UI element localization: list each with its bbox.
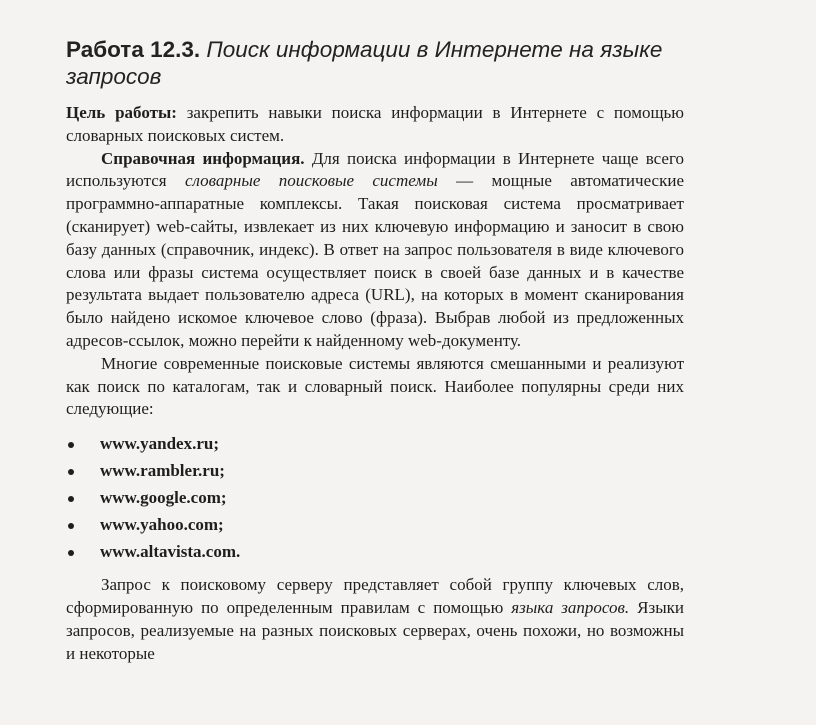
- goal-text: закрепить навыки поиска информации в Интернете с помощью словарных поисковых систем.: [66, 103, 684, 145]
- list-item: [66, 457, 684, 484]
- query-text-after: Языки запросов, реализуемые на разных поисковых серверах, очень похожи, но возможны и некоторые: [66, 597, 685, 663]
- mixed-search-paragraph: Многие современные поисковые системы являются смешанными и реализуют как поиск по каталогам, так и словарный поиск. Наиболее популярны среди них следующие:: [66, 353, 684, 419]
- document-body: [66, 102, 684, 665]
- bullet-icon: [68, 442, 74, 448]
- list-item: [66, 511, 684, 538]
- engine-url: www.yahoo.com;: [100, 515, 224, 535]
- reference-text-after: — мощные автоматические программно-аппаратные комплексы. Такая поисковая система просматривает (сканирует) web-сайты, извлекает из них ключевую информацию и заносит в свою базу данных (справочник, индекс). В ответ на запрос пользователя в виде ключевого слова или фразы система осуществляет поиск в своей базе данных и в качестве результата выдает пользователю адреса (URL), на которых в момент сканирования было найдено искомое ключевое слово (фраза). Выбрав любой из предложенных адресов-ссылок, можно перейти к найденному web-документу.: [66, 171, 684, 350]
- reference-term: словарные поисковые системы: [184, 171, 438, 191]
- work-number: Работа 12.3.: [66, 37, 201, 62]
- bullet-icon: [68, 523, 74, 529]
- engine-url: www.rambler.ru;: [100, 461, 225, 481]
- query-text-before: Запрос к поисковому серверу представляет собой группу ключевых слов, сформированную по определенным правилам с помощью: [66, 575, 684, 617]
- query-term: языка запросов.: [511, 597, 630, 617]
- section-heading: [66, 36, 706, 90]
- reference-text-before: Для поиска информации в Интернете чаще всего используются: [66, 148, 685, 191]
- bullet-icon: [68, 496, 74, 502]
- bullet-icon: [68, 469, 74, 475]
- engine-url: www.google.com;: [100, 488, 227, 508]
- query-paragraph: [66, 574, 684, 665]
- goal-paragraph: [66, 102, 684, 148]
- work-title: Поиск информации в Интернете на языке запросов: [66, 37, 663, 89]
- goal-label: Цель работы:: [66, 103, 177, 122]
- reference-paragraph: [66, 148, 684, 353]
- list-item: [66, 538, 684, 565]
- list-item: [66, 484, 684, 511]
- engine-url: www.altavista.com.: [100, 542, 241, 562]
- engine-url: www.yandex.ru;: [100, 434, 220, 454]
- bullet-icon: [68, 550, 74, 556]
- list-item: [66, 430, 684, 457]
- search-engine-list: [66, 430, 684, 565]
- reference-label: Справочная информация.: [101, 148, 305, 168]
